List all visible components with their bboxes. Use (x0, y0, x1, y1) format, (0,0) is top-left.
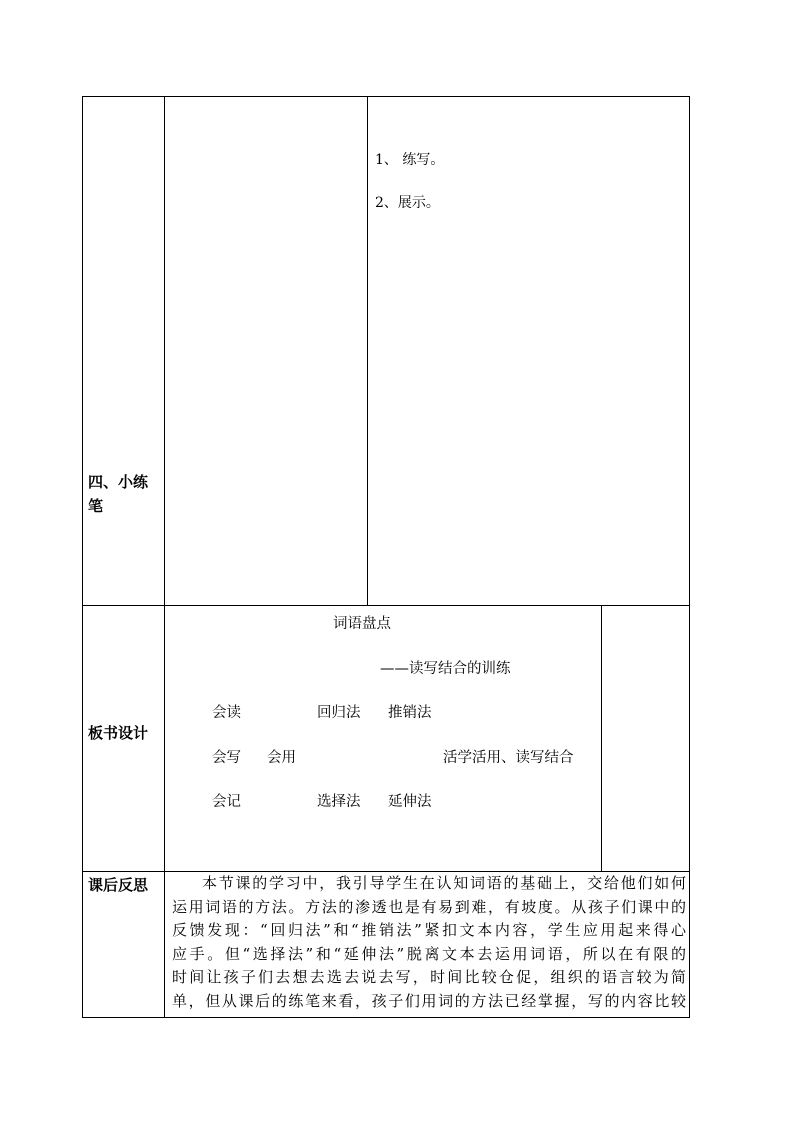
reflection-line-2: 运用词语的方法。方法的渗透也是有易到难，有坡度。从孩子们课中的 (172, 897, 686, 916)
reflection-text (172, 872, 686, 1013)
board-row-1-col-1: 会读 (212, 705, 241, 721)
board-row-1-col-4: 推销法 (388, 705, 432, 721)
practice-step-2: 2、展示。 (375, 195, 440, 211)
reflection-line-6: 单，但从课后的练笔来看，孩子们用词的方法已经掌握，写的内容比较 (172, 991, 686, 1010)
table-label-column-divider (164, 96, 165, 1018)
table-board-column-divider (601, 605, 602, 872)
table-border-right (689, 96, 690, 1018)
table-border-bottom (82, 1017, 690, 1018)
practice-label-line-2: 笔 (88, 497, 104, 515)
table-border-top (82, 96, 690, 97)
reflection-line-3: 反馈发现：“回归法”和“推销法”紧扣文本内容，学生应用起来得心 (172, 921, 686, 939)
board-row-1-col-3: 回归法 (317, 705, 361, 721)
board-design-label: 板书设计 (88, 724, 149, 742)
reflection-line-1: 本节课的学习中，我引导学生在认知词语的基础上，交给他们如何 (202, 874, 686, 892)
practice-label-line-1: 四、小练 (88, 473, 149, 491)
reflection-line-4: 应手。但“选择法”和“延伸法”脱离文本去运用词语，所以在有限的 (172, 944, 686, 963)
table-practice-column-divider (367, 96, 368, 606)
reflection-label: 课后反思 (88, 876, 149, 894)
board-row-3-col-3: 选择法 (317, 794, 361, 810)
practice-section-label (88, 470, 148, 518)
table-divider-practice-board (82, 605, 690, 606)
board-row-3-col-4: 延伸法 (388, 794, 432, 810)
board-row-2-col-2: 会用 (267, 750, 296, 766)
practice-step-1: 1、 练写。 (375, 152, 445, 168)
board-row-2-right: 活学活用、读写结合 (443, 750, 574, 766)
board-title: 词语盘点 (333, 616, 391, 632)
board-subtitle: ——读写结合的训练 (380, 661, 511, 677)
board-row-3-col-1: 会记 (212, 794, 241, 810)
reflection-line-5: 时间让孩子们去想去选去说去写，时间比较仓促，组织的语言较为简 (172, 968, 686, 986)
table-border-left (82, 96, 83, 1018)
board-row-2-col-1: 会写 (212, 750, 241, 766)
